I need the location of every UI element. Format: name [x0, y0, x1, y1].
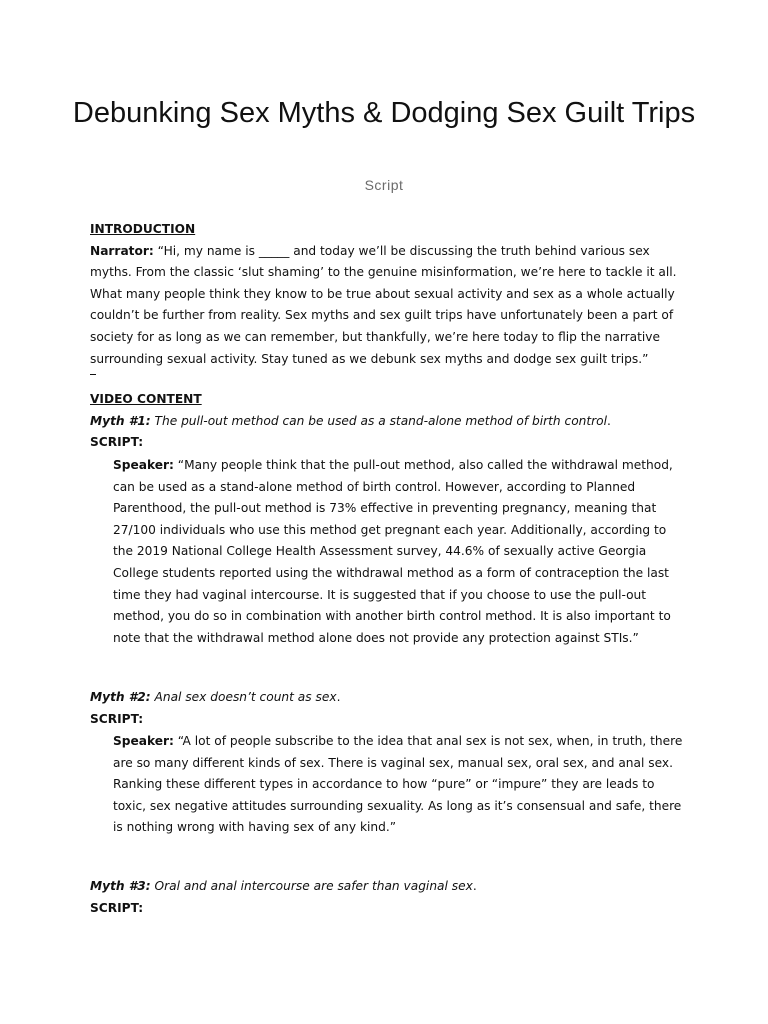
document-subtitle: Script: [364, 177, 404, 193]
video-content-heading: VIDEO CONTENT: [90, 392, 202, 406]
narrator-text: “Hi, my name is _____ and today we’ll be discussing the truth behind various sex myths. From the classic ‘slut shaming’ to the genuine misinformation, we’re here to tackle it all. What many people think they know to be true about sexual activity and sex as a whole actually couldn’t be further from reality. Sex myths and sex guilt trips have unfortunately been a part of society for as long as we can remember, but thankfully, we’re here today to flip the narrative surrounding sexual activity. Stay tuned as we debunk sex myths and dodge sex guilt trips.”: [90, 243, 677, 366]
introduction-section: [90, 219, 690, 370]
narrator-label: Narrator:: [90, 243, 154, 258]
myth-1-speaker-label: Speaker:: [113, 458, 174, 472]
myth-2-section: [90, 687, 690, 730]
myth-1-statement: [90, 411, 690, 433]
myth-1-label: Myth #1:: [90, 413, 151, 428]
myth-1-speech-text: “Many people think that the pull-out method, also called the withdrawal method, can be used as a stand-alone method of birth control. However, according to Planned Parenthood, the pull-out method is 73% effective in preventing pregnancy, meaning that 27/100 individuals who use this method get pregnant each year. Additionally, according to the 2019 National College Health Assessment survey, 44.6% of sexually active Georgia College students reported using the withdrawal method as a form of contraception the last time they had vaginal intercourse. It is suggested that if you choose to use the pull-out method, you do so in combination with another birth control method. It is also important to note that the withdrawal method alone does not provide any protection against STIs.”: [113, 458, 673, 645]
myth-3-statement: [90, 876, 690, 898]
myth-2-speech-block: [113, 731, 688, 839]
myth-3-period: .: [472, 879, 477, 893]
separator-dash: [90, 374, 96, 375]
myth-1-speech: [113, 455, 688, 649]
myth-1-script-label: SCRIPT:: [90, 435, 144, 450]
myth-2-speech-text: “A lot of people subscribe to the idea that anal sex is not sex, when, in truth, there are so many different kinds of sex. There is vaginal sex, manual sex, oral sex, and anal sex. Ranking these different types in accordance to how “pure” or “impure” they are leads to toxic, sex negative attitudes surrounding sexuality. As long as it’s consensual and safe, there is nothing wrong with having sex of any kind.”: [113, 734, 683, 835]
myth-2-statement: [90, 687, 690, 709]
document-title: Debunking Sex Myths & Dodging Sex Guilt Trips: [72, 97, 696, 129]
myth-2-period: .: [336, 690, 341, 704]
myth-1-period: .: [607, 413, 611, 428]
video-content-section: [90, 389, 690, 454]
narrator-paragraph: [90, 241, 690, 371]
myth-2-text: Anal sex doesn’t count as sex: [150, 690, 337, 704]
myth-3-label: Myth #3:: [90, 879, 151, 893]
myth-2-speaker-label: Speaker:: [113, 734, 174, 748]
myth-3-section: [90, 876, 690, 919]
myth-3-script-label: SCRIPT:: [90, 900, 144, 915]
myth-1-speech-block: [113, 455, 688, 649]
introduction-heading: INTRODUCTION: [90, 222, 196, 236]
myth-3-text: Oral and anal intercourse are safer than vaginal sex: [150, 879, 473, 893]
myth-1-text: The pull-out method can be used as a stand-alone method of birth control: [150, 413, 608, 428]
myth-2-speech: [113, 731, 688, 839]
myth-2-label: Myth #2:: [90, 690, 151, 704]
myth-2-script-label: SCRIPT:: [90, 711, 144, 726]
